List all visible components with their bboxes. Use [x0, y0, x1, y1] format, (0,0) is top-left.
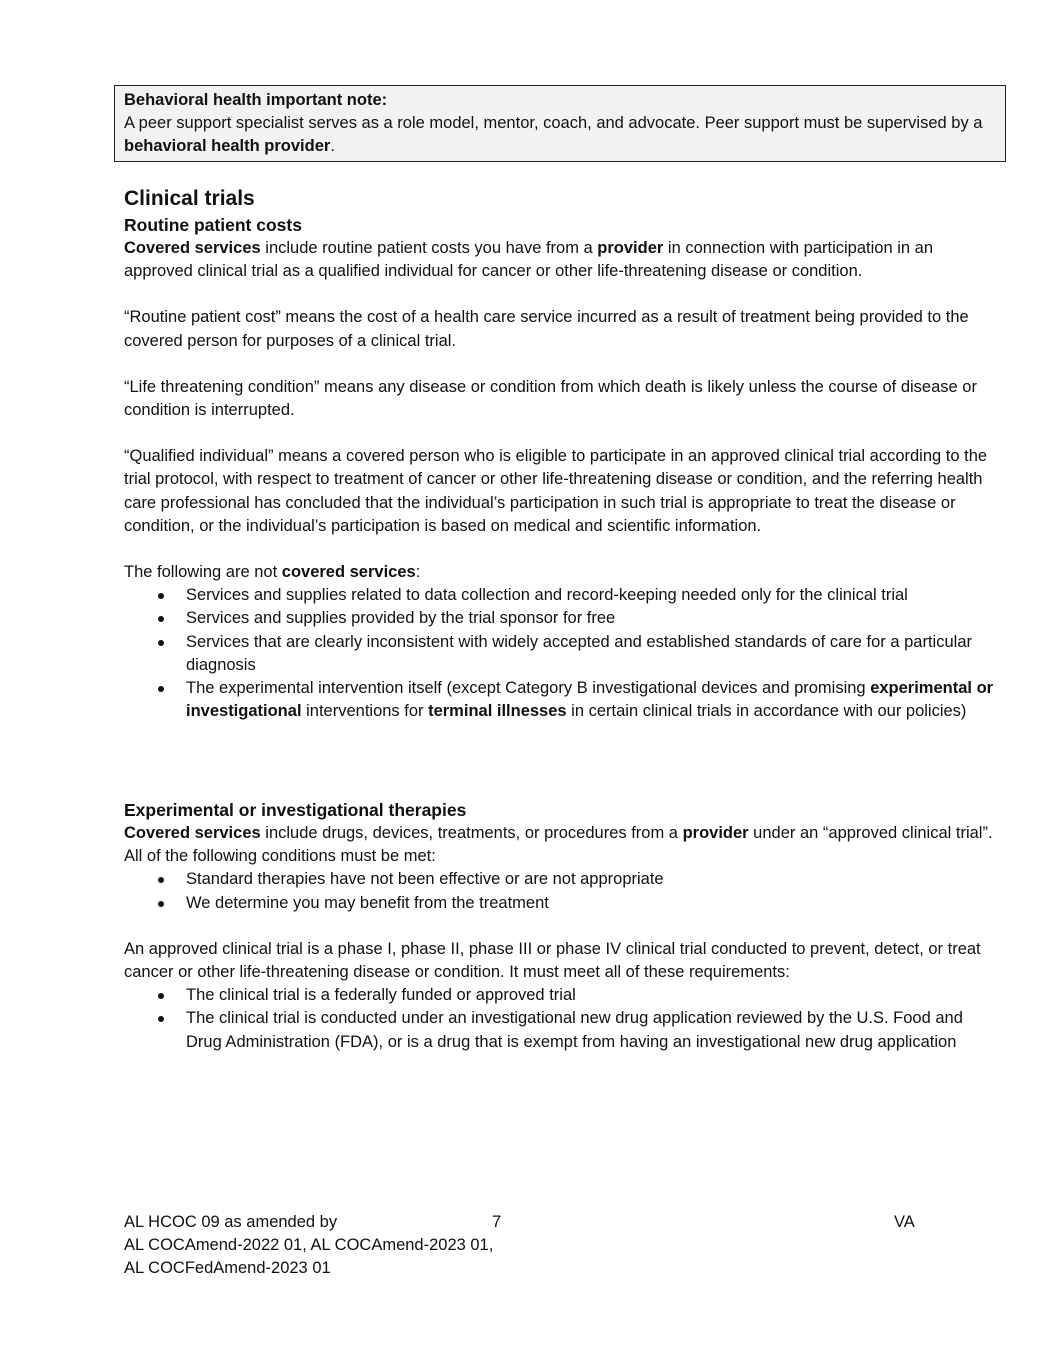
approved-trial-definition: An approved clinical trial is a phase I, phase II, phase III or phase IV clinical trial conducted to prevent, detect, or treat cancer or other life-threatening disease or condition. It must meet all of these requirements: — [124, 939, 981, 982]
not-covered-list — [124, 584, 999, 723]
list-item: The clinical trial is a federally funded or approved trial — [124, 984, 999, 1007]
note-text: A peer support specialist serves as a role model, mentor, coach, and advocate. Peer support must be supervised by a behavioral health provider. — [124, 114, 983, 156]
footer-line-2: AL COCAmend-2022 01, AL COCAmend-2023 01, — [124, 1236, 494, 1255]
list-item: We determine you may benefit from the treatment — [124, 892, 999, 915]
footer-line-1: AL HCOC 09 as amended by — [124, 1213, 338, 1231]
conditions-list — [124, 868, 999, 914]
not-covered-intro: The following are not covered services: — [124, 563, 421, 582]
list-item: Services and supplies provided by the trial sponsor for free — [124, 607, 999, 630]
routine-cost-definition: “Routine patient cost” means the cost of a health care service incurred as a result of treatment being provided to the covered person for purposes of a clinical trial. — [124, 308, 969, 350]
behavioral-health-note — [114, 85, 1006, 162]
clinical-trials-heading: Clinical trials — [124, 187, 255, 210]
experimental-p1: Covered services include drugs, devices, treatments, or procedures from a provider under an “approved clinical trial”. All of the following conditions must be met: — [124, 824, 993, 866]
routine-costs-p1: Covered services include routine patient costs you have from a provider in connection with participation in an approved clinical trial as a qualified individual for cancer or other life-threatening disease or condition. — [124, 239, 933, 281]
note-bold-term: behavioral health provider — [124, 137, 331, 156]
routine-costs-heading: Routine patient costs — [124, 215, 302, 235]
list-item: Services that are clearly inconsistent with widely accepted and established standards of care for a particular diagnosis — [124, 631, 999, 677]
routine-costs-section — [124, 213, 999, 723]
list-item: The experimental intervention itself (except Category B investigational devices and promising experimental or investigational interventions for terminal illnesses in certain clinical trials in accordance with our policies) — [124, 677, 999, 723]
page-number: 7 — [492, 1213, 502, 1231]
note-title: Behavioral health important note: — [124, 91, 388, 109]
list-item: Services and supplies related to data collection and record-keeping needed only for the clinical trial — [124, 584, 999, 607]
footer-line-3: AL COCFedAmend-2023 01 — [124, 1259, 331, 1278]
list-item: Standard therapies have not been effective or are not appropriate — [124, 868, 999, 891]
list-item: The clinical trial is conducted under an investigational new drug application reviewed by the U.S. Food and Drug Administration (FDA), or is a drug that is exempt from having an investigational new drug application — [124, 1007, 999, 1053]
requirements-list — [124, 984, 999, 1054]
life-threatening-definition: “Life threatening condition” means any disease or condition from which death is likely unless the course of disease or condition is interrupted. — [124, 377, 977, 420]
experimental-section — [124, 798, 999, 1054]
experimental-heading: Experimental or investigational therapies — [124, 800, 467, 820]
footer-state: VA — [894, 1213, 915, 1231]
footer-document-id — [124, 1211, 493, 1281]
qualified-individual-definition: “Qualified individual” means a covered person who is eligible to participate in an approved clinical trial according to the trial protocol, with respect to treatment of cancer or other life-threatening disease or condition, and the referring health care professional has concluded that the individual’s participation in such trial is appropriate to treat the disease or condition, or the individual’s participation is based on medical and scientific information. — [124, 447, 988, 535]
